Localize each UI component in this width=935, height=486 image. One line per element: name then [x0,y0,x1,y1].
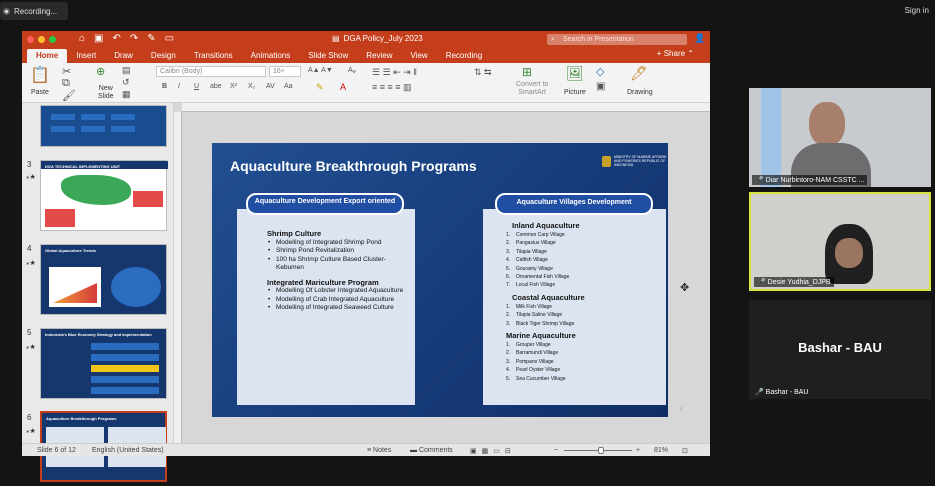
thumb-legend [133,191,163,207]
village-item [506,311,656,319]
thumb-box [81,114,105,120]
slide-title: Aquaculture Breakthrough Programs [230,158,477,174]
village-item [506,231,656,239]
copy-icon[interactable]: ⧉ [62,77,70,89]
left-panel-content [267,230,407,313]
list-item: • Shrimp Pond Revitalization [267,247,407,256]
flag-decor [761,88,781,187]
tab-recording[interactable]: Recording [445,51,483,60]
participant-tile-2[interactable] [749,192,931,291]
slide-number: 3 [27,160,32,169]
close-window-button[interactable] [27,36,34,43]
star-icon: ⁎★ [26,344,36,351]
village-item [506,248,656,256]
participant-name: 🎤 Desie Yudhia_DJPB [754,277,834,287]
picture-icon[interactable]: 🖼 [566,65,584,81]
layout-icon[interactable]: ▤ [122,65,131,75]
notes-icon: ≡ [367,447,374,454]
item-number: 4. [506,367,511,374]
font-size-select[interactable]: 16+ [269,66,301,77]
section-icon[interactable]: ▦ [122,89,131,99]
item-label: Common Carp Village [516,232,565,238]
participant-tile-3[interactable] [749,300,931,399]
grow-font-icon[interactable]: A▲ A▼ [308,67,333,74]
zoom-in-button[interactable]: + [636,447,641,454]
thumb-bar [91,387,159,394]
recording-indicator[interactable]: Recording... [0,2,68,20]
tab-draw[interactable]: Draw [114,51,133,60]
reset-icon[interactable]: ↺ [122,77,130,87]
village-item [506,239,656,247]
village-item [506,358,656,366]
quick-access-toolbar [79,33,174,44]
vertical-ruler [174,112,182,443]
mic-muted-icon: 🎤 [755,389,766,396]
share-icon: + [656,49,664,58]
horizontal-ruler [182,103,710,112]
village-item [506,366,656,374]
tab-insert[interactable]: Insert [76,51,97,60]
arrange-icon[interactable]: ▣ [596,81,606,92]
item-number: 1. [506,342,511,349]
save-icon[interactable]: ▣ [94,33,104,44]
change-case-button[interactable]: Aa [284,83,293,90]
item-label: Pangasius Village [516,240,556,247]
slide-number: 6 [27,413,32,422]
item-label: Pearl Oyster Village [516,367,561,374]
item-label: Sea Cucumber Village [516,375,566,382]
item-label: Milk Fish Village [516,303,553,310]
item-label: Local Fish Village [516,282,556,289]
new-slide-label: New Slide [98,85,114,100]
sign-in-link[interactable]: Sign in [904,6,929,15]
tab-home[interactable]: Home [27,49,67,63]
coastal-heading: Coastal Aquaculture [512,292,585,302]
ministry-emblem-icon [602,156,611,167]
view-buttons[interactable]: ▣▦▭⊟ [470,448,516,455]
item-number: 3. [506,248,511,255]
mic-icon: 🎤 [757,279,768,286]
title-bar [22,31,710,47]
list-item: • Modelling Of Lobster Integrated Aquaculture [267,287,407,296]
village-item [506,320,656,328]
tab-slide-show[interactable]: Slide Show [308,51,349,60]
comments-button[interactable]: ▬ Comments [410,447,453,454]
item-number: 2. [506,350,511,357]
cursor-icon: ✥ [680,282,690,294]
user-icon[interactable]: 👤 [694,33,706,43]
participant-name: 🎤 Bashar - BAU [755,389,809,396]
comment-icon: ▬ [410,447,419,454]
record-icon [3,8,10,15]
slide-thumbnail-5[interactable] [40,328,167,399]
notes-button[interactable]: ≡ Notes [367,447,392,454]
picture-label: Picture [564,89,586,96]
subscript-button[interactable]: X₂ [248,83,256,90]
maximize-window-button[interactable] [49,36,56,43]
tab-design[interactable]: Design [150,51,176,60]
font-color-icon[interactable]: A [340,82,347,92]
village-item [506,256,656,264]
item-label: Barramundi Village [516,350,559,357]
underline-button[interactable]: U [194,83,200,90]
item-number: 1. [506,232,511,238]
village-item [506,341,656,349]
thumb-box [81,126,105,132]
char-spacing-button[interactable]: AV [266,83,275,90]
item-label: Black Tiger Shrimp Village [516,320,575,327]
italic-button[interactable]: I [178,83,180,90]
slide-number: 4 [27,244,32,253]
thumb-bar [91,376,159,383]
participant-tile-1[interactable] [749,88,931,187]
slide-info: Slide 6 of 12 [37,447,76,454]
thumb-bar [91,365,159,372]
highlight-icon[interactable]: ✎ [316,82,324,92]
bullets-icon[interactable]: ☰ ☰ ⇤ ⇥ ‖ [372,67,417,77]
coastal-list [506,303,656,328]
paste-label: Paste [31,89,49,96]
minimize-window-button[interactable] [38,36,45,43]
drawing-icon[interactable]: 🖊 [630,65,648,81]
tab-transitions[interactable]: Transitions [193,51,233,60]
village-item [506,273,656,281]
ministry-label: MINISTRY OF MARINE AFFAIRS AND FISHERIES REPUBLIC OF INDONESIA [614,155,667,167]
item-label: Ornamental Fish Village [516,274,570,281]
item-number: 6. [506,274,511,281]
item-number: 2. [506,240,511,247]
star-icon: ⁎★ [26,174,36,181]
participant-name: 🎤 Diar Nurbintoro-NAM CSSTC ... [752,175,867,185]
thumb-title: Global Aquaculture Trends [45,248,96,253]
list-item: • Modelling of Crab Integrated Aquaculture [267,296,407,305]
thumb-title: Aquaculture Breakthrough Programs [46,416,117,421]
ribbon-tabs [22,47,710,63]
item-label: Catfish Village [516,257,548,264]
thumb-pie [111,267,161,307]
village-item [506,349,656,357]
tab-review[interactable]: Review [366,51,393,60]
slide-canvas [174,103,710,443]
bold-button[interactable]: B [162,83,168,90]
zoom-slider-thumb[interactable] [598,447,604,454]
zoom-level[interactable]: 81% [654,447,669,454]
item-label: Gouramy Village [516,265,553,272]
smartart-icon[interactable]: ⊞ [522,65,533,79]
superscript-button[interactable]: X² [230,83,237,90]
powerpoint-window [22,31,710,456]
font-name-select[interactable]: Calibri (Body) [156,66,266,77]
paste-icon[interactable]: 📋 [30,67,50,84]
align-icons[interactable]: ≡ ≡ ≡ ≡ ▥ [372,82,412,92]
village-item [506,281,656,289]
thumb-bar [91,354,159,361]
participant-face [809,102,845,146]
slide-thumbnail-3[interactable] [40,160,167,231]
slide-thumbnail-4[interactable] [40,244,167,315]
star-icon: ⁎★ [26,428,36,435]
item-number: 2. [506,312,511,319]
redo-icon[interactable]: ↷ [129,33,139,44]
share-button[interactable]: + Share ⌃ [656,49,694,58]
language[interactable]: English (United States) [92,447,164,454]
mariculture-heading: Integrated Mariculture Program [267,277,379,287]
search-input[interactable]: ⌕ Search in Presentation [547,34,687,45]
list-item: • Modelling of Integrated Shrimp Pond [267,239,407,248]
item-number: 3. [506,320,511,327]
status-bar [22,443,710,456]
strikethrough-button[interactable]: abe [210,83,222,90]
inland-heading: Inland Aquaculture [512,221,580,230]
shapes-icon[interactable]: ◇ [596,66,605,78]
thumb-box [111,126,135,132]
thumb-title: DGA TECHNICAL IMPLEMENTING UNIT [45,164,121,169]
cut-icon[interactable]: ✂ [62,66,72,78]
video-gallery [749,88,931,400]
participant-display-name: Bashar - BAU [798,340,882,355]
thumb-title: Indonesia's Blue Economy Strategy and Implementation [45,332,152,337]
item-number: 1. [506,303,511,310]
item-number: 4. [506,257,511,264]
new-slide-icon[interactable]: ⊕ [96,66,106,78]
thumb-chart-area [53,283,97,303]
home-icon[interactable]: ⌂ [79,33,86,44]
item-label: Tilapia Village [516,248,547,255]
thumb-box [111,114,135,120]
item-number: 5. [506,265,511,272]
slide-thumbnail-2[interactable] [40,105,167,147]
undo-icon[interactable]: ↶ [112,33,121,44]
mic-muted-icon: 🎤 [755,177,766,184]
item-number: 3. [506,358,511,365]
search-icon: ⌕ [551,36,555,43]
drawing-label: Drawing [627,89,653,96]
shrimp-heading: Shrimp Culture [267,229,322,238]
participant-face [835,238,863,268]
thumb-map [61,175,131,205]
item-number: 7. [506,282,511,289]
clear-format-icon[interactable]: Aᵩ [348,67,356,74]
thumb-chart [49,267,101,307]
slide-thumbnails-pane [22,103,174,443]
marine-heading: Marine Aquaculture [506,331,576,341]
file-icon: ▤ [332,34,340,43]
item-label: Tilapia Saline Village [516,312,563,319]
village-item [506,375,656,383]
list-item: • 100 ha Shrimp Culture Based Cluster- Kebumen [267,256,407,273]
village-item [506,303,656,311]
ribbon-home [22,63,710,103]
convert-smartart-label: Convert to SmartArt [516,81,549,96]
right-panel-title: Aquaculture Villages Development [495,193,653,215]
right-panel-content [506,220,656,383]
item-label: Grouper Village [516,342,551,349]
zoom-out-button[interactable]: − [554,447,559,454]
list-item: • Modelling of Integrated Seaweed Culture [267,304,407,313]
format-painter-icon[interactable]: 🖌 [62,90,76,102]
thumb-legend [45,209,75,227]
tab-animations[interactable]: Animations [250,51,291,60]
star-icon: ⁎★ [26,260,36,267]
tab-view[interactable]: View [410,51,428,60]
inland-list [506,231,656,290]
slide-number: 5 [27,328,32,337]
item-label: Pompano Village [516,358,554,365]
item-number: 5. [506,375,511,382]
thumb-box [51,126,75,132]
fit-slide-icon[interactable]: ⊡ [682,448,688,455]
marine-list [506,341,656,383]
document-title: ▤ DGA Policy_July 2023 [332,34,423,43]
slide[interactable] [212,143,683,417]
text-direction-icon[interactable]: ⇅ ⇆ [474,67,492,77]
village-item [506,265,656,273]
left-panel-title: Aquaculture Development Export oriented [246,193,404,215]
edit-icon[interactable]: ✎ [147,33,156,44]
slide-page-number: 6 [680,407,683,413]
thumb-bar [91,343,159,350]
new-doc-icon[interactable]: ▭ [164,33,175,44]
thumb-box [51,114,75,120]
